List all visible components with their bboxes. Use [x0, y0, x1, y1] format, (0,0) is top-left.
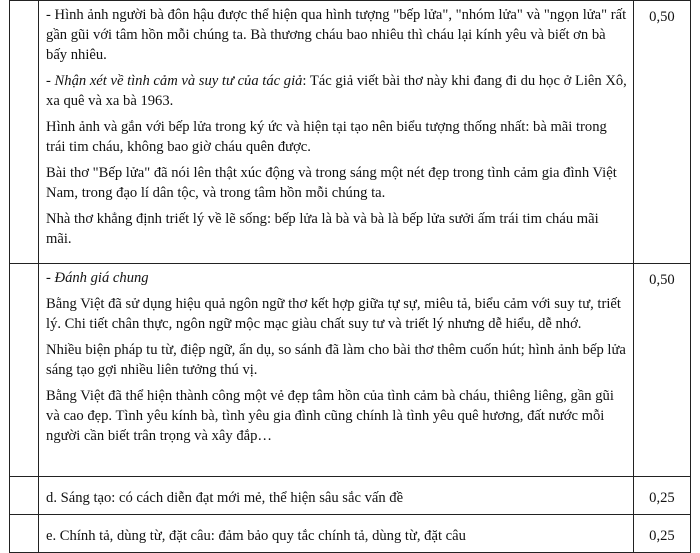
paragraph: Nhiều biện pháp tu từ, điệp ngữ, ẩn dụ, so sánh đã làm cho bài thơ thêm cuốn hút; hình ảnh bếp lửa sáng tạo gợi nhiều liên tưởng thú vị.: [46, 342, 626, 378]
blank-cell: [10, 477, 39, 515]
score-cell: [633, 477, 690, 515]
table-row: [10, 477, 691, 515]
score-value: 0,25: [649, 490, 675, 506]
paragraph: Bằng Việt đã thể hiện thành công một vẻ đẹp tâm hồn của tình cảm bà cháu, thiêng liêng, gần gũi và cao đẹp. Tình yêu kính bà, tình yêu gia đình cũng chính là tình yêu quê hương, đất nước mỗi người cần biết trân trọng và xây đắp…: [46, 388, 614, 444]
paragraph: Bằng Việt đã sử dụng hiệu quả ngôn ngữ thơ kết hợp giữa tự sự, miêu tả, biểu cảm với suy tư, triết lý. Chi tiết chân thực, ngôn ngữ mộc mạc giàu chất suy tư và triết lý nhưng dễ hiểu, dễ nhớ.: [46, 296, 621, 332]
blank-cell: [10, 264, 39, 477]
content-cell: [39, 264, 634, 477]
table-row: [10, 1, 691, 264]
content-cell: [39, 477, 634, 515]
paragraph: - Hình ảnh người bà đôn hậu được thể hiện qua hình tượng "bếp lửa", "nhóm lửa" và "ngọn lửa" rất gần gũi với tâm hồn mỗi chúng ta. Bà thương cháu bao nhiêu thì cháu lại kính yêu và biết ơn bà bấy nhiêu.: [46, 7, 627, 63]
paragraph: - Nhận xét về tình cảm và suy tư của tác giả: Tác giả viết bài thơ này khi đang đi du học ở Liên Xô, xa quê và xa bà 1963.: [46, 73, 627, 109]
content-cell: [39, 1, 634, 264]
grading-table: [9, 0, 691, 553]
table-row: [10, 264, 691, 477]
score-cell: [633, 264, 690, 477]
score-value: 0,50: [649, 9, 675, 25]
paragraph: Nhà thơ khẳng định triết lý về lẽ sống: bếp lửa là bà và bà là bếp lửa sưởi ấm trái tim cháu mãi mãi.: [46, 211, 599, 247]
score-value: 0,50: [649, 272, 675, 288]
score-cell: [633, 1, 690, 264]
paragraph: e. Chính tả, dùng từ, đặt câu: đảm bảo quy tắc chính tả, dùng từ, đặt câu: [46, 528, 466, 544]
paragraph: Hình ảnh và gắn với bếp lửa trong ký ức và hiện tại tạo nên biểu tượng thống nhất: bà mãi trong trái tim cháu, không bao giờ cháu quên được.: [46, 119, 607, 155]
paragraph: Bài thơ "Bếp lửa" đã nói lên thật xúc động và trong sáng một nét đẹp trong tình cảm gia đình Việt Nam, trong đạo lí dân tộc, và trong tâm hồn mỗi chúng ta.: [46, 165, 617, 201]
blank-cell: [10, 1, 39, 264]
paragraph: d. Sáng tạo: có cách diễn đạt mới mẻ, thể hiện sâu sắc vấn đề: [46, 490, 404, 506]
paragraph: - Đánh giá chung: [46, 270, 149, 286]
score-value: 0,25: [649, 528, 675, 544]
